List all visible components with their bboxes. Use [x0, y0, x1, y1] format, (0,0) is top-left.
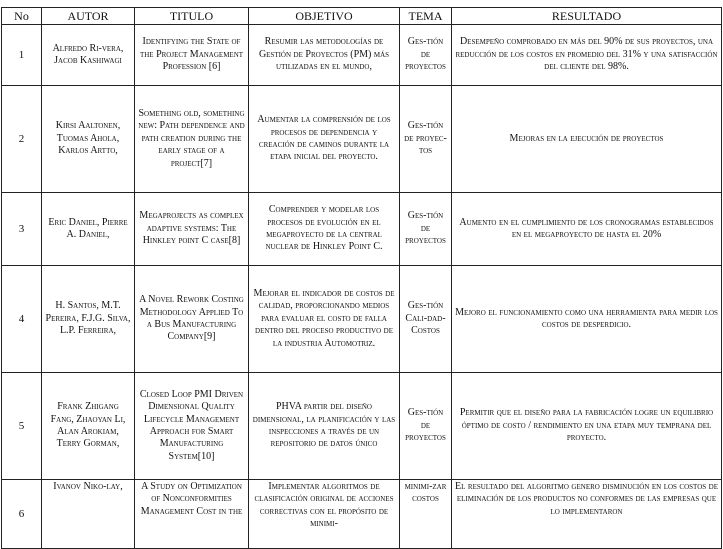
cell-titulo: Closed Loop PMI Driven Dimensional Quality Lifecycle Management Approach for Smart Manufacturing System[10]	[135, 373, 249, 480]
table-row	[2, 25, 722, 86]
cell-titulo: A Study on Optimization of Nonconformities Management Cost in the	[135, 480, 249, 549]
table-row	[2, 86, 722, 193]
header-no: No	[2, 8, 42, 25]
cell-no: 6	[2, 480, 42, 549]
cell-titulo: Identifying the State of the Project Management Profession [6]	[135, 25, 249, 86]
table-row	[2, 266, 722, 373]
cell-resultado: Desempeño comprobado en más del 90% de sus proyectos, una reducción de los costos en promedio del 31% y una satisfacción del cliente del 98%.	[452, 25, 722, 86]
cell-objetivo: PHVA partir del diseño dimensional, la planificación y las inspecciones a través de un repositorio de datos único	[249, 373, 400, 480]
header-autor: AUTOR	[42, 8, 135, 25]
cell-objetivo: Implementar algoritmos de clasificación original de acciones correctivas con el propósito de minimi-	[249, 480, 400, 549]
cell-resultado: Mejoras en la ejecución de proyectos	[452, 86, 722, 193]
cell-tema: minimi-zar costos	[400, 480, 452, 549]
cell-objetivo: Mejorar el indicador de costos de calidad, proporcionando medios para evaluar el costo de falla dentro del proceso productivo de la industria Automotriz.	[249, 266, 400, 373]
header-row	[2, 8, 722, 25]
cell-autor: Ivanov Niko-lay,	[42, 480, 135, 549]
cell-titulo: Something old, something new: Path dependence and path creation during the early stage of a project[7]	[135, 86, 249, 193]
header-tema: TEMA	[400, 8, 452, 25]
cell-objetivo: Resumir las metodologías de Gestión de Proyectos (PM) más utilizadas en el mundo,	[249, 25, 400, 86]
literature-review-table	[1, 7, 722, 549]
cell-titulo: Megaprojects as complex adaptive systems: The Hinkley point C case[8]	[135, 193, 249, 266]
cell-resultado: Aumento en el cumplimiento de los cronogramas establecidos en el megaproyecto de hasta el 20%	[452, 193, 722, 266]
header-resultado: RESULTADO	[452, 8, 722, 25]
cell-objetivo: Comprender y modelar los procesos de evolución en el megaproyecto de la central nuclear de Hinkley Point C.	[249, 193, 400, 266]
cell-autor: Frank Zhigang Fang, Zhaoyan Li, Alan Arokiam, Terry Gorman,	[42, 373, 135, 480]
cell-resultado: El resultado del algoritmo genero disminución en los costos de eliminación de los productos no conformes de las empresas que lo implementaron	[452, 480, 722, 549]
header-titulo: TITULO	[135, 8, 249, 25]
cell-no: 1	[2, 25, 42, 86]
cell-tema: Ges-tión de proyectos	[400, 373, 452, 480]
cell-no: 3	[2, 193, 42, 266]
cell-no: 5	[2, 373, 42, 480]
header-objetivo: OBJETIVO	[249, 8, 400, 25]
cell-resultado: Mejoro el funcionamiento como una herramienta para medir los costos de desperdicio.	[452, 266, 722, 373]
cell-titulo: A Novel Rework Costing Methodology Applied To a Bus Manufacturing Company[9]	[135, 266, 249, 373]
cell-objetivo: Aumentar la comprensión de los procesos de dependencia y creación de caminos durante la etapa inicial del proyecto.	[249, 86, 400, 193]
cell-tema: Ges-tión Cali-dad-Costos	[400, 266, 452, 373]
cell-tema: Ges-tión de proyectos	[400, 193, 452, 266]
cell-autor: Alfredo Ri-vera, Jacob Kashiwagi	[42, 25, 135, 86]
cell-tema: Ges-tión de proyectos	[400, 25, 452, 86]
cell-autor: Kirsi Aaltonen, Tuomas Ahola, Karlos Artto,	[42, 86, 135, 193]
table-row	[2, 480, 722, 549]
cell-no: 4	[2, 266, 42, 373]
table-row	[2, 373, 722, 480]
table-row	[2, 193, 722, 266]
cell-autor: Eric Daniel, Pierre A. Daniel,	[42, 193, 135, 266]
cell-no: 2	[2, 86, 42, 193]
cell-tema: Ges-tión de proyec-tos	[400, 86, 452, 193]
cell-autor: H. Santos, M.T. Pereira, F.J.G. Silva, L.P. Ferreira,	[42, 266, 135, 373]
cell-resultado: Permitir que el diseño para la fabricación logre un equilibrio óptimo de costo / rendimiento en una etapa muy temprana del proyecto.	[452, 373, 722, 480]
